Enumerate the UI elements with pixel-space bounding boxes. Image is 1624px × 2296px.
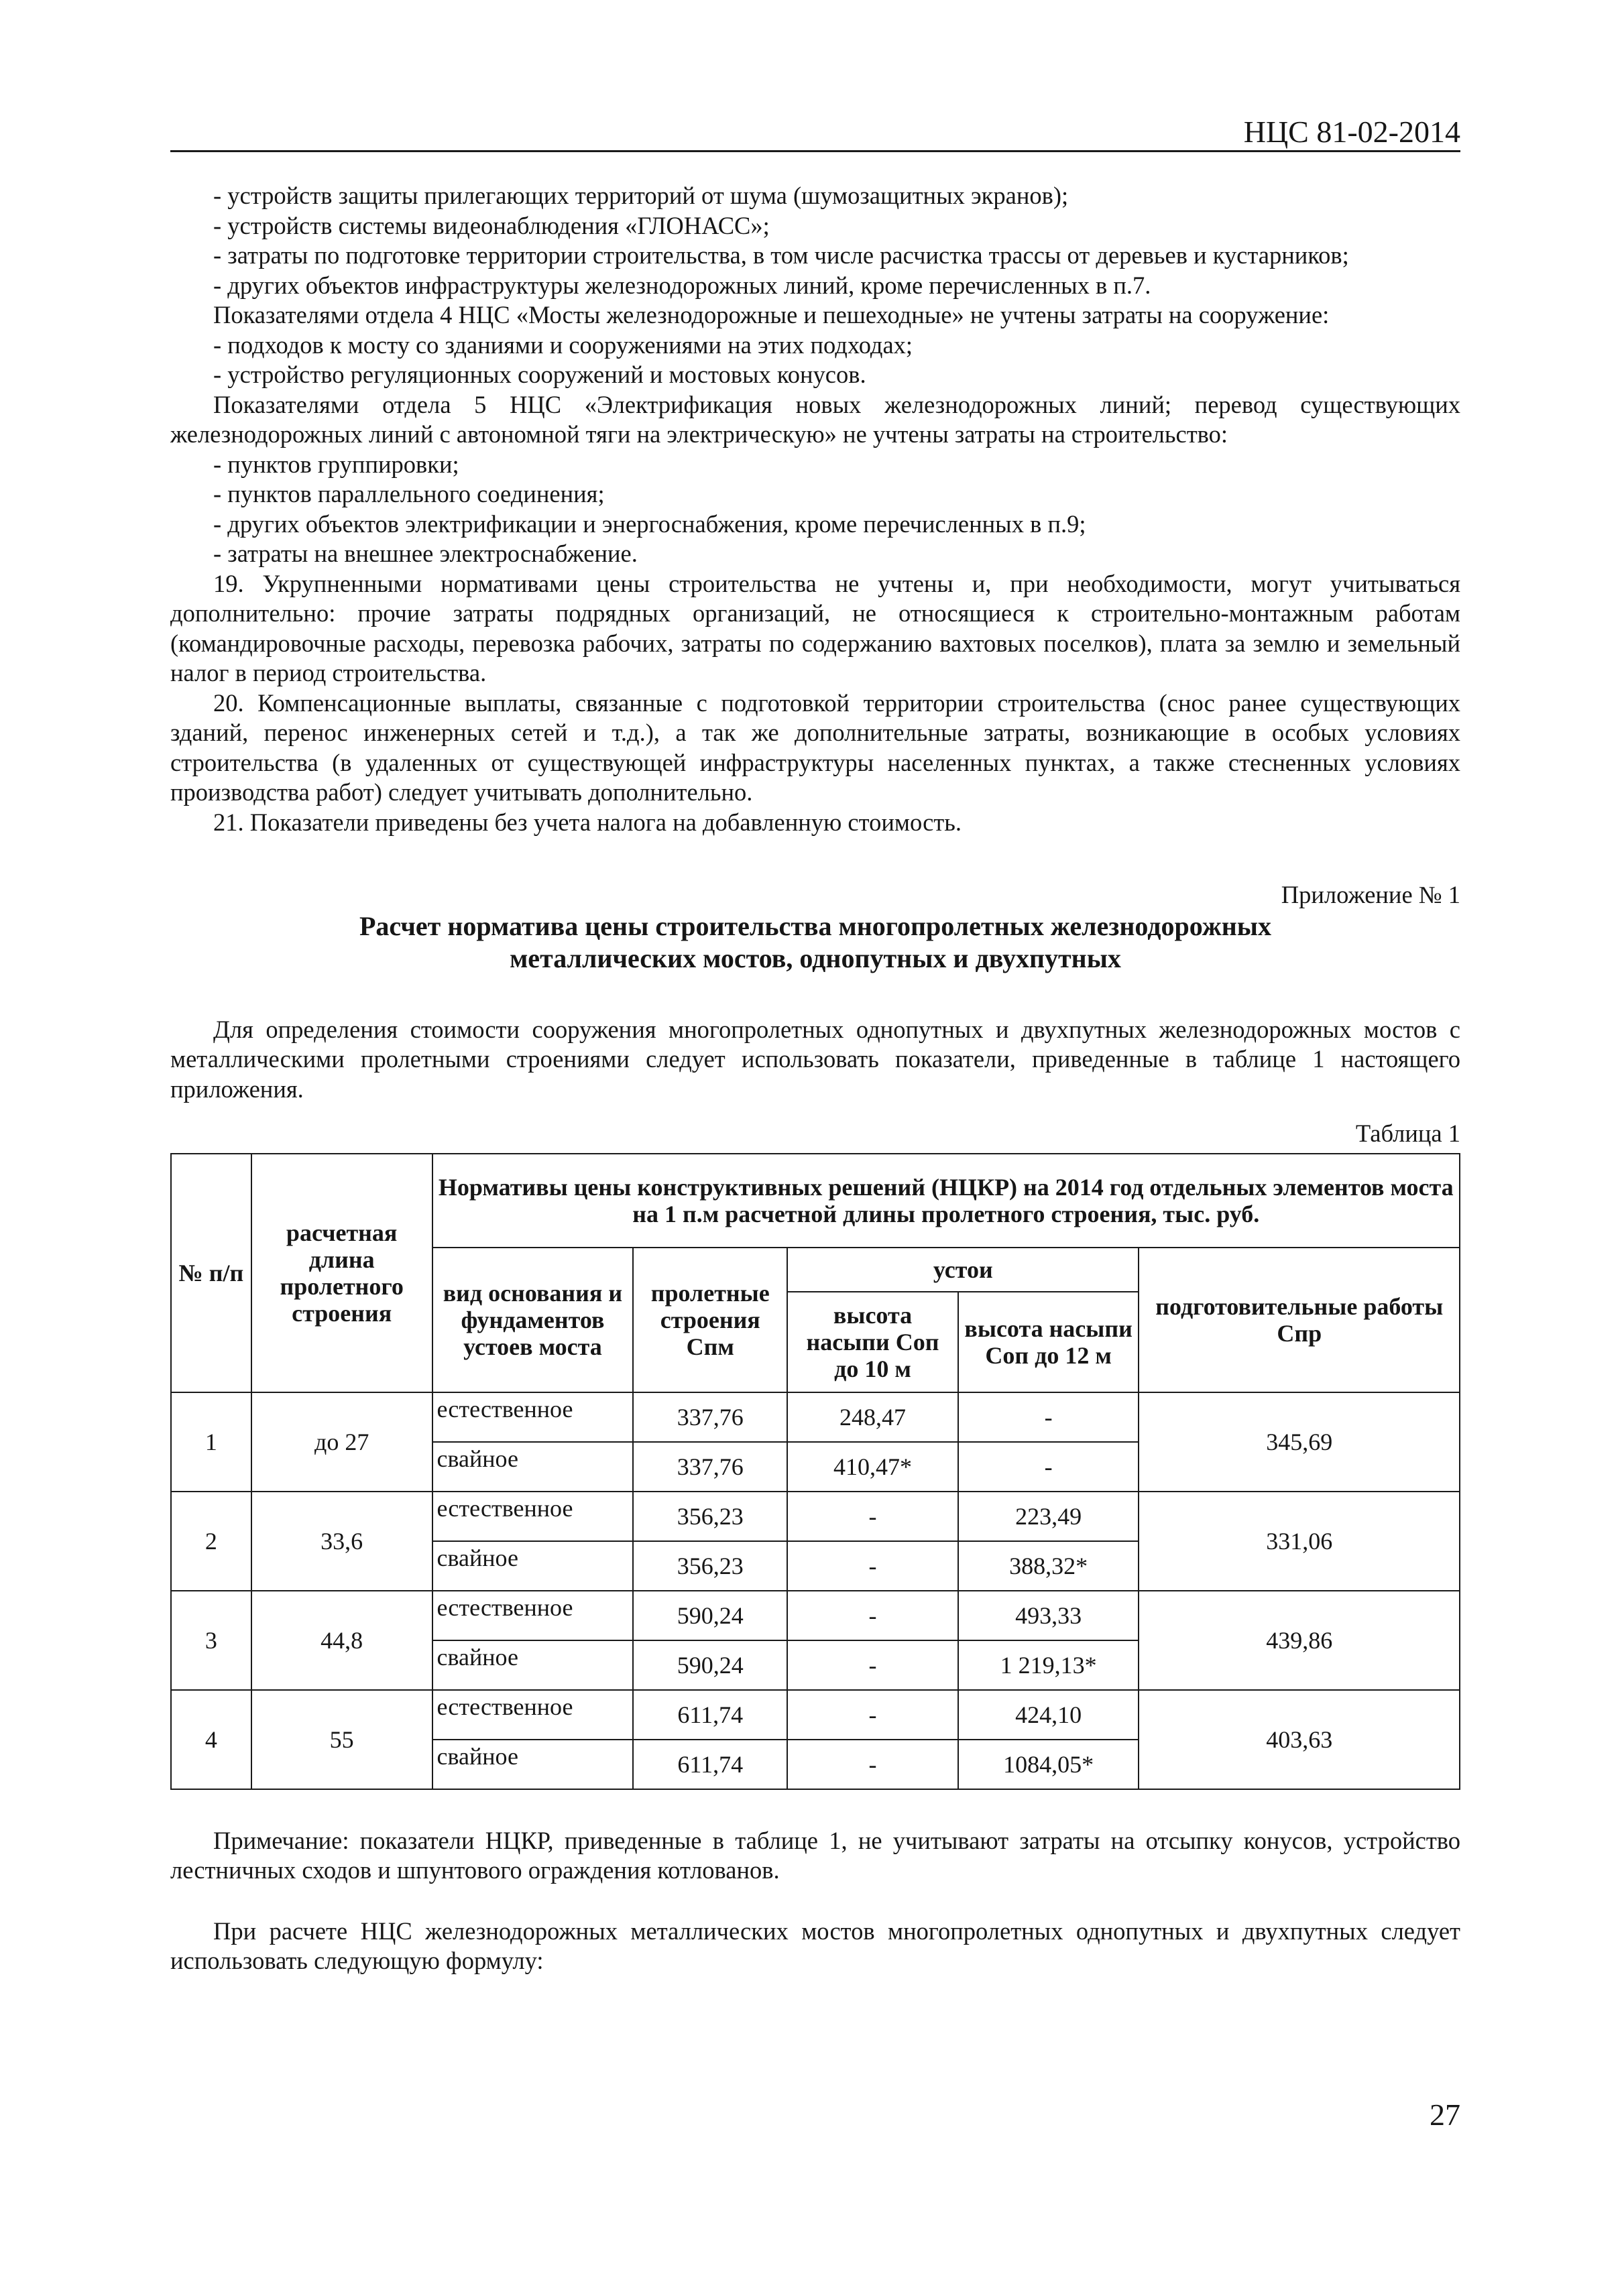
page-number: 27 <box>1430 2098 1460 2132</box>
row-length: до 27 <box>251 1392 432 1492</box>
row-h10: - <box>787 1640 958 1690</box>
paragraph-21: 21. Показатели приведены без учета налога на добавленную стоимость. <box>213 808 962 836</box>
row-num: 3 <box>171 1591 251 1690</box>
row-h12: - <box>958 1442 1139 1492</box>
paragraph: Показателями отдела 5 НЦС «Электрификация новых железнодорожных линий; перевод существующих железнодорожных линий с автономной тяги на электрическую» не учтены затраты на строительство: <box>170 390 1460 448</box>
appendix-intro: Для определения стоимости сооружения многопролетных однопутных и двухпутных железнодорожных мостов с металлическими пролетными строениями следует использовать показатели, приведенные в таблице 1 настоящего приложения. <box>170 1015 1460 1103</box>
row-num: 4 <box>171 1690 251 1789</box>
row-length: 33,6 <box>251 1492 432 1591</box>
row-spans: 337,76 <box>633 1442 787 1492</box>
page-header <box>170 114 1460 152</box>
row-prep: 331,06 <box>1139 1492 1460 1591</box>
row-h12: 1084,05* <box>958 1740 1139 1789</box>
row-h10: - <box>787 1690 958 1740</box>
row-foundation: свайное <box>432 1640 634 1690</box>
row-h12: 493,33 <box>958 1591 1139 1640</box>
col-header-num: № п/п <box>171 1154 251 1392</box>
row-length: 44,8 <box>251 1591 432 1690</box>
row-spans: 611,74 <box>633 1740 787 1789</box>
list-item: - затраты на внешнее электроснабжение. <box>213 540 638 567</box>
norm-table <box>170 1153 1460 1790</box>
list-item: - устройств системы видеонаблюдения «ГЛОНАСС»; <box>213 211 770 239</box>
row-foundation: естественное <box>432 1392 634 1442</box>
list-item: - устройство регуляционных сооружений и мостовых конусов. <box>213 361 866 388</box>
row-h12: - <box>958 1392 1139 1442</box>
col-header-group: Нормативы цены конструктивных решений (НЦКР) на 2014 год отдельных элементов моста на 1 п.м расчетной длины пролетного строения, тыс. руб. <box>432 1154 1460 1248</box>
row-prep: 439,86 <box>1139 1591 1460 1690</box>
paragraph-19: 19. Укрупненными нормативами цены строительства не учтены и, при необходимости, могут учитываться дополнительно: прочие затраты подрядных организаций, не относящиеся к строительно-монтажным работам (командировочные расходы, перевозка рабочих, затраты по содержанию вахтовых поселков), плата за землю и земельный налог в период строительства. <box>170 569 1460 686</box>
table-caption: Таблица 1 <box>1355 1120 1460 1147</box>
appendix-title: Расчет норматива цены строительства многопролетных железнодорожных металлических мостов, однопутных и двухпутных <box>359 910 1272 973</box>
col-header-length: расчетная длина пролетного строения <box>251 1154 432 1392</box>
list-item: - других объектов инфраструктуры железнодорожных линий, кроме перечисленных в п.7. <box>213 271 1151 299</box>
formula-intro: При расчете НЦС железнодорожных металлических мостов многопролетных однопутных и двухпутных следует использовать следующую формулу: <box>170 1917 1460 1974</box>
col-header-h10: высота насыпи Соп до 10 м <box>787 1292 958 1392</box>
row-h12: 388,32* <box>958 1541 1139 1591</box>
table-row <box>171 1492 1460 1541</box>
row-spans: 356,23 <box>633 1492 787 1541</box>
col-header-foundation: вид основания и фундаментов устоев моста <box>432 1248 634 1392</box>
row-spans: 590,24 <box>633 1591 787 1640</box>
row-foundation: естественное <box>432 1591 634 1640</box>
list-item: - затраты по подготовке территории строительства, в том числе расчистка трассы от деревьев и кустарников; <box>213 241 1349 269</box>
col-header-abutments: устои <box>787 1248 1139 1292</box>
row-spans: 337,76 <box>633 1392 787 1442</box>
row-foundation: свайное <box>432 1442 634 1492</box>
table-row <box>171 1690 1460 1740</box>
list-item: - подходов к мосту со зданиями и сооружениями на этих подходах; <box>213 330 913 359</box>
list-item: - устройств защиты прилегающих территорий от шума (шумозащитных экранов); <box>213 182 1069 209</box>
row-spans: 590,24 <box>633 1640 787 1690</box>
row-foundation: свайное <box>432 1740 634 1789</box>
row-h12: 223,49 <box>958 1492 1139 1541</box>
row-h12: 424,10 <box>958 1690 1139 1740</box>
row-length: 55 <box>251 1690 432 1789</box>
row-foundation: свайное <box>432 1541 634 1591</box>
row-h10: - <box>787 1492 958 1541</box>
row-h12: 1 219,13* <box>958 1640 1139 1690</box>
col-header-h12: высота насыпи Соп до 12 м <box>958 1292 1139 1392</box>
row-h10: 248,47 <box>787 1392 958 1442</box>
row-prep: 345,69 <box>1139 1392 1460 1492</box>
row-h10: - <box>787 1591 958 1640</box>
table-note: Примечание: показатели НЦКР, приведенные в таблице 1, не учитывают затраты на отсыпку конусов, устройство лестничных сходов и шпунтового ограждения котлованов. <box>170 1826 1460 1884</box>
appendix-label: Приложение № 1 <box>1281 881 1460 908</box>
list-item: - пунктов группировки; <box>213 450 459 478</box>
row-spans: 356,23 <box>633 1541 787 1591</box>
row-num: 1 <box>171 1392 251 1492</box>
row-spans: 611,74 <box>633 1690 787 1740</box>
row-foundation: естественное <box>432 1492 634 1541</box>
row-h10: - <box>787 1740 958 1789</box>
row-h10: 410,47* <box>787 1442 958 1492</box>
row-prep: 403,63 <box>1139 1690 1460 1789</box>
paragraph: Показателями отдела 4 НЦС «Мосты железнодорожные и пешеходные» не учтены затраты на сооружение: <box>213 301 1330 328</box>
row-foundation: естественное <box>432 1690 634 1740</box>
col-header-prep: подготовительные работы Спр <box>1139 1248 1460 1392</box>
col-header-spans: пролетные строения Спм <box>633 1248 787 1392</box>
list-item: - других объектов электрификации и энергоснабжения, кроме перечисленных в п.9; <box>213 509 1086 538</box>
page-content <box>170 181 1460 1976</box>
table-row <box>171 1392 1460 1442</box>
row-h10: - <box>787 1541 958 1591</box>
document-code: НЦС 81-02-2014 <box>1243 115 1460 149</box>
table-row <box>171 1591 1460 1640</box>
paragraph-20: 20. Компенсационные выплаты, связанные с подготовкой территории строительства (снос ранее существующих зданий, перенос инженерных сетей и т.д.), а так же дополнительные затраты, возникающие в особых условиях строительства (в удаленных от существующей инфраструктуры населенных пунктах, а также стесненных условиях производства работ) следует учитывать дополнительно. <box>170 688 1460 806</box>
list-item: - пунктов параллельного соединения; <box>213 480 605 507</box>
row-num: 2 <box>171 1492 251 1591</box>
